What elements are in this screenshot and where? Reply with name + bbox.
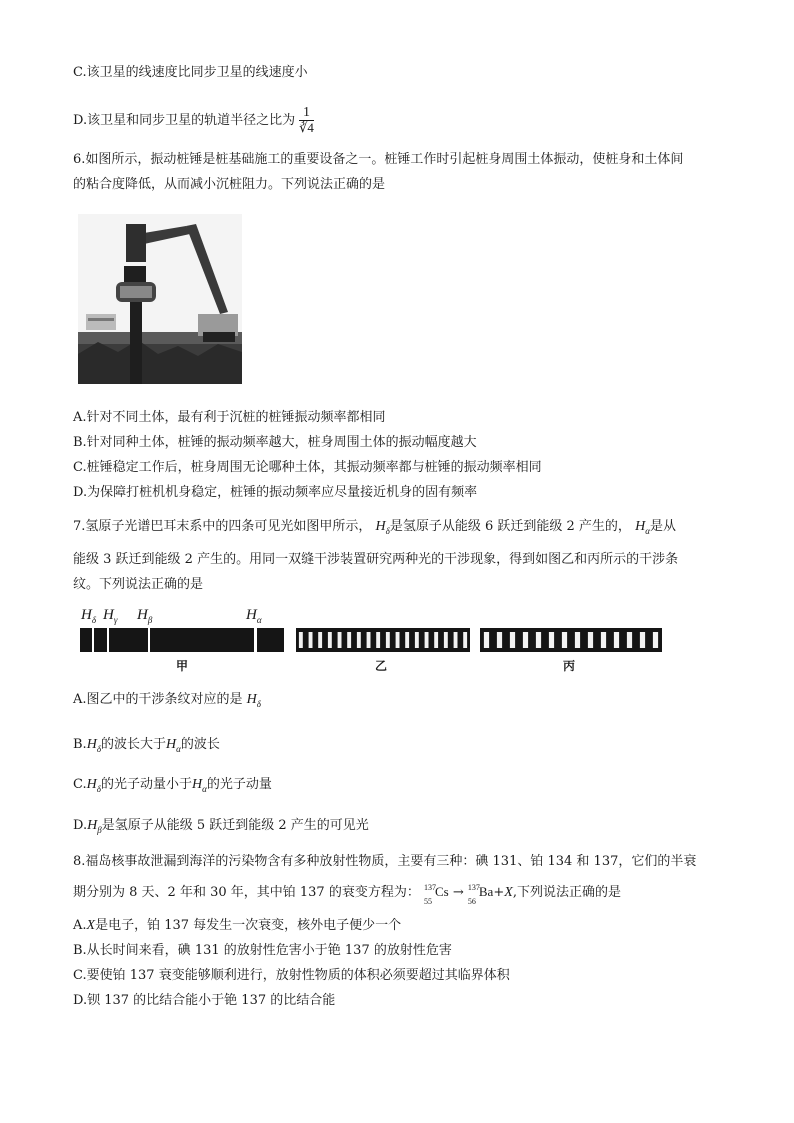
bright-fringe (434, 632, 438, 648)
q8-option-c: C.要使铂 137 衰变能够顺利进行，放射性物质的体积必须要超过其临界体积 (73, 968, 510, 983)
bright-fringe (386, 632, 390, 648)
q5-option-c: C.该卫星的线速度比同步卫星的线速度小 (73, 65, 308, 80)
q7-option-c-end: 的光子动量 (206, 777, 272, 792)
bright-fringe (575, 632, 580, 648)
bright-fringe (367, 632, 371, 648)
q8-stem-text: 期分别为 8 天、2 年和 30 年，其中铂 137 的衰变方程为： (73, 885, 420, 900)
interference-fringes-bing (480, 628, 662, 652)
q7-option-c-text: 的光子动量小于 (100, 777, 192, 792)
bright-fringe (614, 632, 619, 648)
pile-driver-photo (78, 214, 242, 384)
bright-fringe (588, 632, 593, 648)
bright-fringe (309, 632, 313, 648)
q7-option-b-label: B. (73, 737, 87, 752)
bright-fringe (338, 632, 342, 648)
interference-fringes-yi (296, 628, 470, 652)
cesium-nuclide: 137 55 Cs (423, 883, 449, 906)
spectrum-figure-jia (80, 628, 284, 652)
h-delta-symbol: $H_\delta$ (246, 692, 261, 709)
q8-option-b: B.从长时间来看，碘 131 的放射性危害小于铯 137 的放射性危害 (73, 943, 452, 958)
bright-fringe (396, 632, 400, 648)
fringe-background (480, 628, 662, 652)
q7-option-c (73, 775, 272, 799)
q5-option-d (73, 106, 314, 135)
bright-fringe (640, 632, 645, 648)
fraction-numerator: 1 (299, 106, 314, 121)
particle-x: X (504, 885, 513, 900)
q7-stem-text-c: 是从 (649, 519, 676, 534)
bright-fringe (549, 632, 554, 648)
q7-option-b-end: 的波长 (180, 737, 220, 752)
bright-fringe (497, 632, 502, 648)
q7-option-d-text: 是氢原子从能级 5 跃迁到能级 2 产生的可见光 (101, 818, 369, 833)
h-alpha-symbol: $H_\alpha$ (191, 777, 207, 794)
q8-option-a-label: A. (73, 918, 87, 933)
h-delta-symbol: $H_\delta$ (86, 777, 101, 794)
q6-stem-line1: 6.如图所示，振动桩锤是桩基础施工的重要设备之一。桩锤工作时引起桩身周围土体振动，使桩身和土体间 (73, 152, 684, 167)
q6-stem-line2: 的粘合度降低，从而减小沉桩阻力。下列说法正确的是 (73, 177, 386, 192)
bright-fringe (454, 632, 458, 648)
q7-option-a (73, 690, 261, 714)
bright-fringe (536, 632, 541, 648)
q6-option-b: B.针对同种土体，桩锤的振动频率越大，桩身周围土体的振动幅度越大 (73, 435, 477, 450)
h-delta-symbol: $H_\delta$ (375, 519, 390, 536)
label-h-alpha: $H_\alpha$ (246, 607, 262, 625)
bright-fringe (627, 632, 632, 648)
bright-fringe (444, 632, 448, 648)
q7-option-b (73, 735, 220, 759)
q8-stem-line2 (73, 882, 621, 906)
bright-fringe (357, 632, 361, 648)
q6-option-d: D.为保障打桩机机身稳定，桩锤的振动频率应尽量接近机身的固有频率 (73, 485, 478, 500)
barium-nuclide: 137 56 Ba (467, 883, 494, 906)
q6-option-a: A.针对不同土体，最有利于沉桩的桩锤振动频率都相同 (73, 410, 386, 425)
bright-fringe (299, 632, 303, 648)
q7-option-d-label: D. (73, 818, 88, 833)
bright-fringe (601, 632, 606, 648)
q7-option-a-text: A.图乙中的干涉条纹对应的是 (73, 692, 243, 707)
fraction-denominator: ∛4 (299, 120, 314, 135)
q7-stem-line3: 纹。下列说法正确的是 (73, 577, 204, 592)
bright-fringe (523, 632, 528, 648)
q5-fraction (299, 106, 314, 135)
caption-bing: 丙 (563, 659, 576, 673)
bright-fringe (405, 632, 409, 648)
bright-fringe (562, 632, 567, 648)
label-h-beta: $H_\beta$ (137, 607, 153, 625)
q8-option-a (73, 916, 401, 936)
q7-option-c-label: C. (73, 777, 87, 792)
bright-fringe (318, 632, 322, 648)
q8-stem-line1: 8.福岛核事故泄漏到海洋的污染物含有多种放射性物质，主要有三种：碘 131、铂 134 和 137，它们的半衰 (73, 854, 697, 869)
caption-yi: 乙 (375, 659, 388, 673)
bright-fringe (415, 632, 419, 648)
label-h-gamma: $H_\gamma$ (103, 607, 118, 625)
bright-fringe (328, 632, 332, 648)
particle-x: X (86, 918, 96, 933)
bright-fringe (510, 632, 515, 648)
label-h-delta: $H_\delta$ (81, 607, 97, 625)
q7-stem-line2: 能级 3 跃迁到能级 2 产生的。用同一双缝干涉装置研究两种光的干涉现象，得到如图乙和丙所示的干涉条 (73, 552, 679, 567)
q6-option-c: C.桩锤稳定工作后，桩身周围无论哪种土体，其振动频率都与桩锤的振动频率相同 (73, 460, 542, 475)
q8-stem-end: ,下列说法正确的是 (512, 885, 621, 900)
bright-fringe (484, 632, 489, 648)
h-alpha-symbol: $H_\alpha$ (166, 737, 181, 754)
h-alpha-symbol: $H_\alpha$ (635, 519, 650, 536)
q8-option-d: D.钡 137 的比结合能小于铯 137 的比结合能 (73, 993, 336, 1008)
q7-stem-text-b: 是氢原子从能级 6 跃迁到能级 2 产生的， (389, 519, 631, 534)
q5-option-d-text: D.该卫星和同步卫星的轨道半径之比为 (73, 113, 296, 128)
bright-fringe (653, 632, 658, 648)
q7-stem-text-a: 7.氢原子光谱巴耳末系中的四条可见光如图甲所示， (73, 519, 372, 534)
q8-option-a-text: 是电子，铂 137 每发生一次衰变，核外电子便少一个 (95, 918, 402, 933)
caption-jia: 甲 (176, 659, 189, 673)
reaction-arrow: → (452, 885, 464, 900)
q7-stem-line1 (73, 517, 676, 541)
q7-option-b-text: 的波长大于 (101, 737, 167, 752)
bright-fringe (463, 632, 467, 648)
bright-fringe (376, 632, 380, 648)
bright-fringe (347, 632, 351, 648)
q7-option-d (73, 816, 369, 840)
h-delta-symbol: $H_\delta$ (86, 737, 101, 754)
bright-fringe (425, 632, 429, 648)
plus-sign: + (493, 885, 505, 900)
h-beta-symbol: $H_\beta$ (87, 818, 102, 835)
